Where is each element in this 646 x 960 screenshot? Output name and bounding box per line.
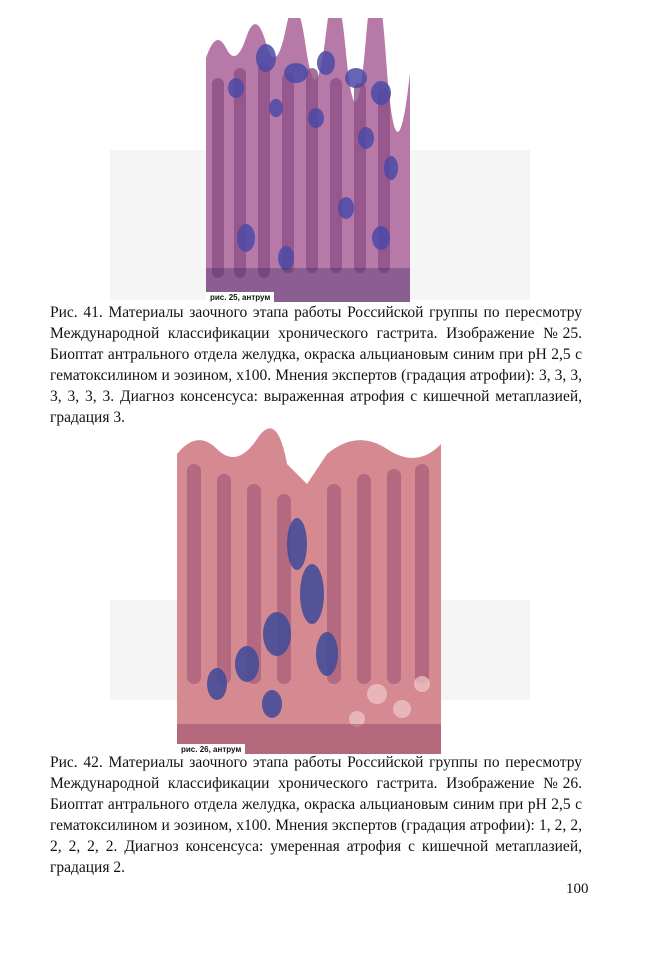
micrograph-drawing-25 <box>206 18 410 302</box>
micrograph-image-26 <box>177 424 441 754</box>
page-number: 100 <box>566 881 589 897</box>
micrograph-label-26: рис. 26, антрум <box>177 744 245 754</box>
figure-caption-42: Рис. 42. Материалы заочного этапа работы Российской группы по пересмотру Международной классификации хронического гастрита. Изображение №26. Биоптат антрального отдела желудка, окраска альциановым синим при pH 2,5 с гематоксилином и эозином, x100. Мнения экспертов (градация атрофии): 1, 2, 2, 2, 2, 2, 2. Диагноз консенсуса: умеренная атрофия с кишечной метаплазией, градация 2. <box>50 754 582 876</box>
micrograph-label-25: рис. 25, антрум <box>206 292 274 302</box>
micrograph-drawing-26 <box>177 424 441 754</box>
micrograph-image-25 <box>206 18 410 302</box>
figure-caption-41: Рис. 41. Материалы заочного этапа работы Российской группы по пересмотру Международной классификации хронического гастрита. Изображение №25. Биоптат антрального отдела желудка, окраска альциановым синим при pH 2,5 с гематоксилином и эозином, x100. Мнения экспертов (градация атрофии): 3, 3, 3, 3, 3, 3, 3. Диагноз консенсуса: выраженная атрофия с кишечной метаплазией, градация 3. <box>50 304 582 426</box>
